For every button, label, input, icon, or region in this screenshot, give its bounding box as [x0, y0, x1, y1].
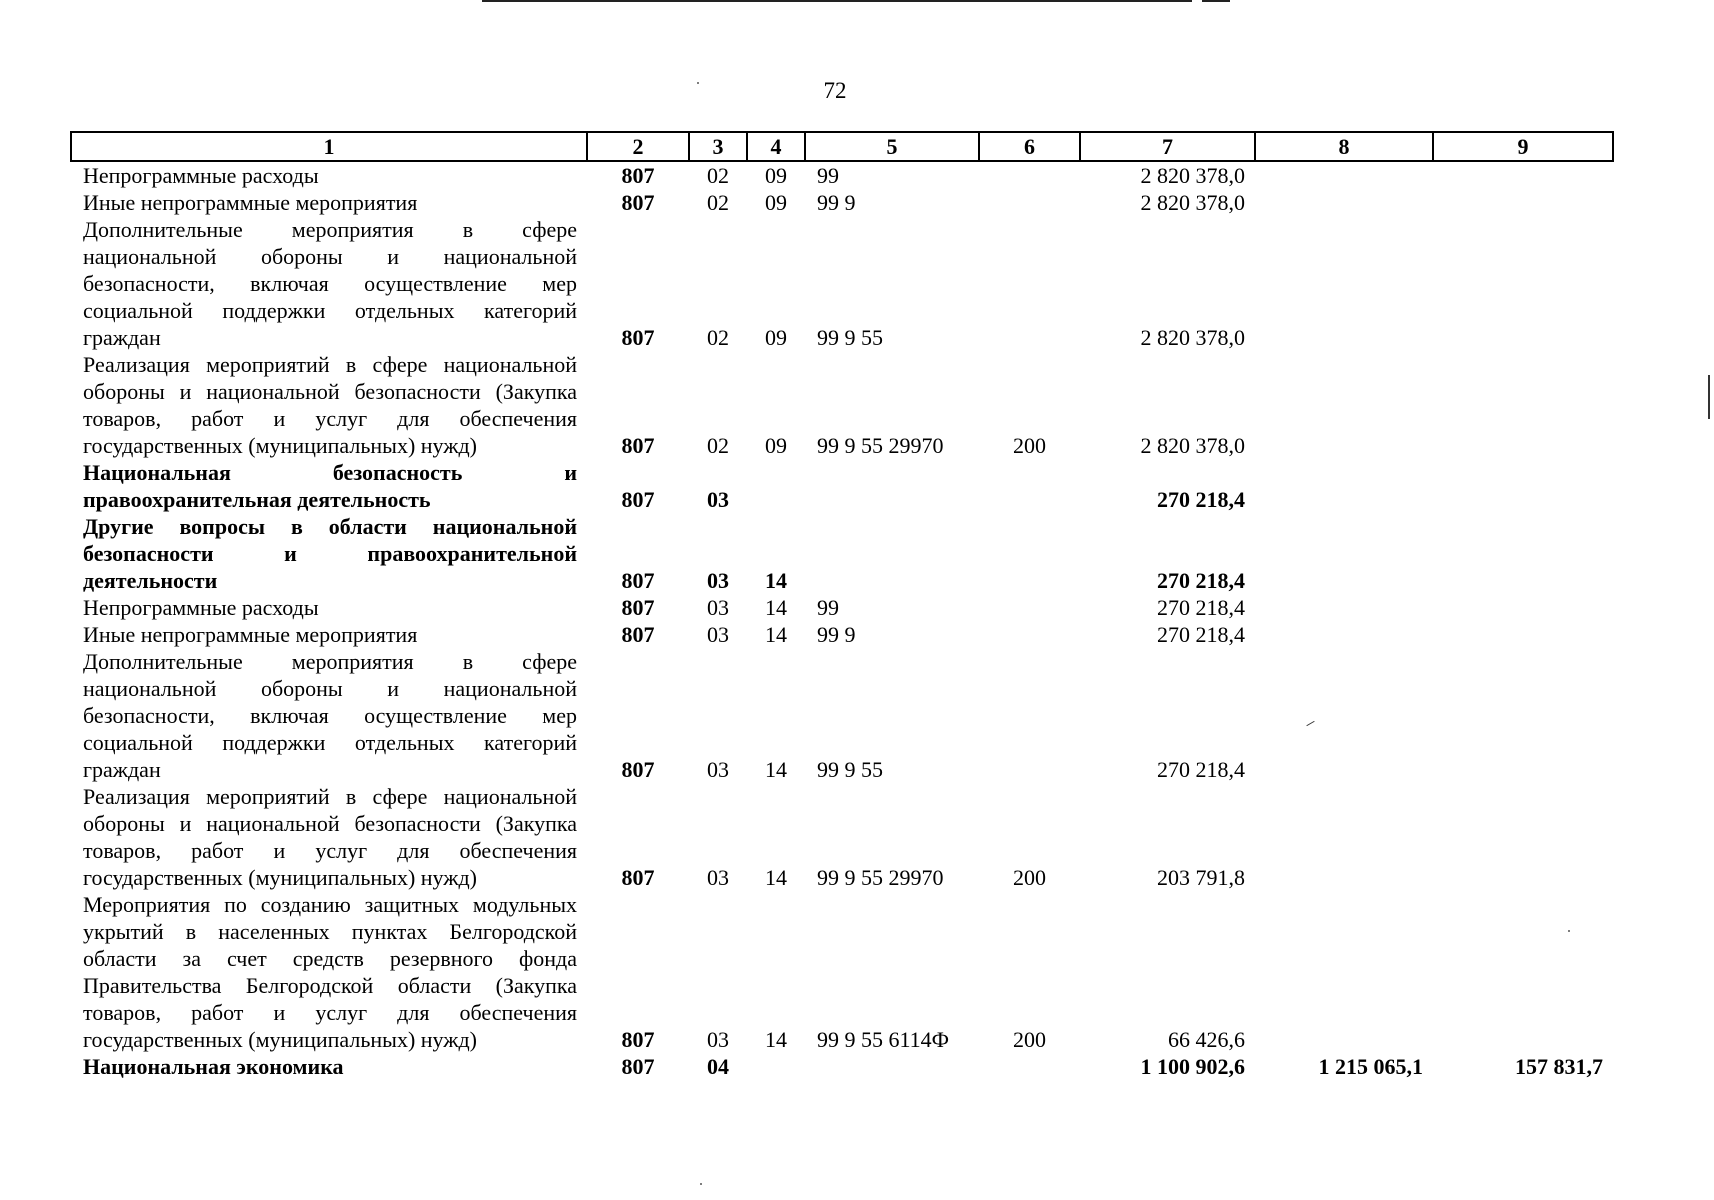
amount-col-7: 1 100 902,6 [1140, 1054, 1245, 1079]
amount-col-8: 1 215 065,1 [1318, 1054, 1423, 1079]
section-code: 03 [707, 487, 729, 512]
amount-col-8 [1255, 648, 1433, 783]
expense-type-code [979, 648, 1080, 783]
table-row [71, 189, 1613, 216]
row-description: Иные непрограммные мероприятия [83, 622, 418, 647]
target-article-code: 99 [817, 595, 839, 620]
column-header: 2 [587, 132, 689, 161]
subsection-code: 14 [765, 757, 787, 782]
expense-type-code [979, 189, 1080, 216]
subsection-code: 14 [765, 1027, 787, 1052]
column-header: 3 [689, 132, 747, 161]
section-code: 02 [707, 325, 729, 350]
amount-col-9 [1433, 459, 1613, 513]
target-article-code: 99 9 55 [817, 757, 883, 782]
expense-type-code [979, 216, 1080, 351]
section-code: 03 [707, 757, 729, 782]
section-code: 03 [707, 1027, 729, 1052]
admin-code: 807 [621, 433, 655, 458]
row-description: Реализация мероприятий в сфере национальной обороны и национальной безопасности (Закупка товаров, работ и услуг для обеспечения государственных (муниципальных) нужд) [83, 784, 577, 890]
table-row [71, 351, 1613, 459]
admin-code: 807 [621, 622, 655, 647]
table-row [71, 594, 1613, 621]
target-article-code: 99 9 [817, 622, 856, 647]
page-number: 72 [823, 78, 847, 103]
amount-col-7: 270 218,4 [1157, 757, 1245, 782]
subsection-code: 09 [765, 433, 787, 458]
amount-col-8 [1255, 621, 1433, 648]
expense-type-code [979, 161, 1080, 189]
expense-type-code [979, 459, 1080, 513]
section-code: 04 [707, 1054, 729, 1079]
admin-code: 807 [621, 163, 655, 188]
row-description: Дополнительные мероприятия в сфере национальной обороны и национальной безопасности, включая осуществление мер социальной поддержки отдельных категорий граждан [83, 649, 577, 782]
subsection-code: 14 [765, 865, 787, 890]
target-article-code [805, 513, 979, 594]
subsection-code: 09 [765, 190, 787, 215]
table-row [71, 216, 1613, 351]
admin-code: 807 [621, 568, 655, 593]
amount-col-9 [1433, 351, 1613, 459]
amount-col-8 [1255, 459, 1433, 513]
subsection-code: 14 [765, 568, 787, 593]
scan-edge-line [1202, 0, 1230, 2]
table-row [71, 648, 1613, 783]
table-row [71, 621, 1613, 648]
column-header: 7 [1080, 132, 1255, 161]
table-row [71, 891, 1613, 1053]
subsection-code [747, 459, 805, 513]
target-article-code: 99 9 [817, 190, 856, 215]
amount-col-8 [1255, 216, 1433, 351]
admin-code: 807 [621, 1027, 655, 1052]
section-code: 03 [707, 595, 729, 620]
admin-code: 807 [621, 487, 655, 512]
column-header: 1 [71, 132, 587, 161]
section-code: 03 [707, 865, 729, 890]
amount-col-7: 2 820 378,0 [1140, 190, 1245, 215]
table-row [71, 513, 1613, 594]
table-body [71, 161, 1613, 1080]
row-description: Национальная экономика [83, 1054, 344, 1079]
amount-col-7: 270 218,4 [1157, 568, 1245, 593]
section-code: 03 [707, 568, 729, 593]
subsection-code: 14 [765, 622, 787, 647]
amount-col-9 [1433, 189, 1613, 216]
scan-speck [700, 1183, 702, 1185]
table-header-row [71, 132, 1613, 161]
target-article-code: 99 9 55 6114Ф [817, 1027, 950, 1052]
table-row [71, 783, 1613, 891]
expense-type-code [979, 513, 1080, 594]
amount-col-7: 2 820 378,0 [1140, 163, 1245, 188]
amount-col-9 [1433, 891, 1613, 1053]
scan-speck [697, 82, 699, 84]
table-row [71, 459, 1613, 513]
admin-code: 807 [621, 325, 655, 350]
amount-col-7: 270 218,4 [1157, 595, 1245, 620]
amount-col-8 [1255, 594, 1433, 621]
expense-type-code [979, 1053, 1080, 1080]
amount-col-8 [1255, 189, 1433, 216]
amount-col-9 [1433, 594, 1613, 621]
row-description: Непрограммные расходы [83, 163, 319, 188]
amount-col-9 [1433, 216, 1613, 351]
amount-col-9 [1433, 621, 1613, 648]
expense-type-code [979, 621, 1080, 648]
section-code: 02 [707, 433, 729, 458]
admin-code: 807 [621, 757, 655, 782]
target-article-code [805, 459, 979, 513]
amount-col-7: 2 820 378,0 [1140, 433, 1245, 458]
section-code: 02 [707, 190, 729, 215]
table-row [71, 1053, 1613, 1080]
amount-col-7: 270 218,4 [1157, 487, 1245, 512]
table-row [71, 161, 1613, 189]
target-article-code: 99 9 55 [817, 325, 883, 350]
admin-code: 807 [621, 1054, 655, 1079]
row-description: Непрограммные расходы [83, 595, 319, 620]
target-article-code: 99 [817, 163, 839, 188]
column-header: 9 [1433, 132, 1613, 161]
admin-code: 807 [621, 595, 655, 620]
amount-col-8 [1255, 351, 1433, 459]
column-header: 5 [805, 132, 979, 161]
column-header: 4 [747, 132, 805, 161]
subsection-code [747, 1053, 805, 1080]
admin-code: 807 [621, 190, 655, 215]
amount-col-7: 2 820 378,0 [1140, 325, 1245, 350]
amount-col-8 [1255, 891, 1433, 1053]
amount-col-9 [1433, 648, 1613, 783]
row-description: Национальная безопасность и правоохранительная деятельность [83, 460, 577, 512]
target-article-code: 99 9 55 29970 [817, 865, 944, 890]
subsection-code: 09 [765, 325, 787, 350]
target-article-code: 99 9 55 29970 [817, 433, 944, 458]
expense-type-code: 200 [1013, 865, 1046, 890]
expense-type-code: 200 [1013, 433, 1046, 458]
subsection-code: 14 [765, 595, 787, 620]
row-description: Другие вопросы в области национальной безопасности и правоохранительной деятельности [83, 514, 577, 593]
amount-col-9: 157 831,7 [1515, 1054, 1603, 1079]
column-header: 6 [979, 132, 1080, 161]
scan-mark [1708, 375, 1710, 419]
amount-col-9 [1433, 513, 1613, 594]
column-header: 8 [1255, 132, 1433, 161]
amount-col-9 [1433, 161, 1613, 189]
subsection-code: 09 [765, 163, 787, 188]
target-article-code [805, 1053, 979, 1080]
expense-type-code: 200 [1013, 1027, 1046, 1052]
section-code: 02 [707, 163, 729, 188]
row-description: Иные непрограммные мероприятия [83, 190, 418, 215]
budget-table [70, 131, 1614, 1080]
expense-type-code [979, 594, 1080, 621]
amount-col-7: 270 218,4 [1157, 622, 1245, 647]
admin-code: 807 [621, 865, 655, 890]
section-code: 03 [707, 622, 729, 647]
row-description: Мероприятия по созданию защитных модульных укрытий в населенных пунктах Белгородской области за счет средств резервного фонда Правительства Белгородской области (Закупка товаров, работ и услуг для обеспечения государственных (муниципальных) нужд) [83, 892, 577, 1052]
scan-edge-line [482, 0, 1192, 2]
amount-col-8 [1255, 783, 1433, 891]
row-description: Реализация мероприятий в сфере национальной обороны и национальной безопасности (Закупка товаров, работ и услуг для обеспечения государственных (муниципальных) нужд) [83, 352, 577, 458]
amount-col-9 [1433, 783, 1613, 891]
amount-col-8 [1255, 161, 1433, 189]
amount-col-7: 203 791,8 [1157, 865, 1245, 890]
amount-col-7: 66 426,6 [1168, 1027, 1245, 1052]
amount-col-8 [1255, 513, 1433, 594]
row-description: Дополнительные мероприятия в сфере национальной обороны и национальной безопасности, включая осуществление мер социальной поддержки отдельных категорий граждан [83, 217, 577, 350]
